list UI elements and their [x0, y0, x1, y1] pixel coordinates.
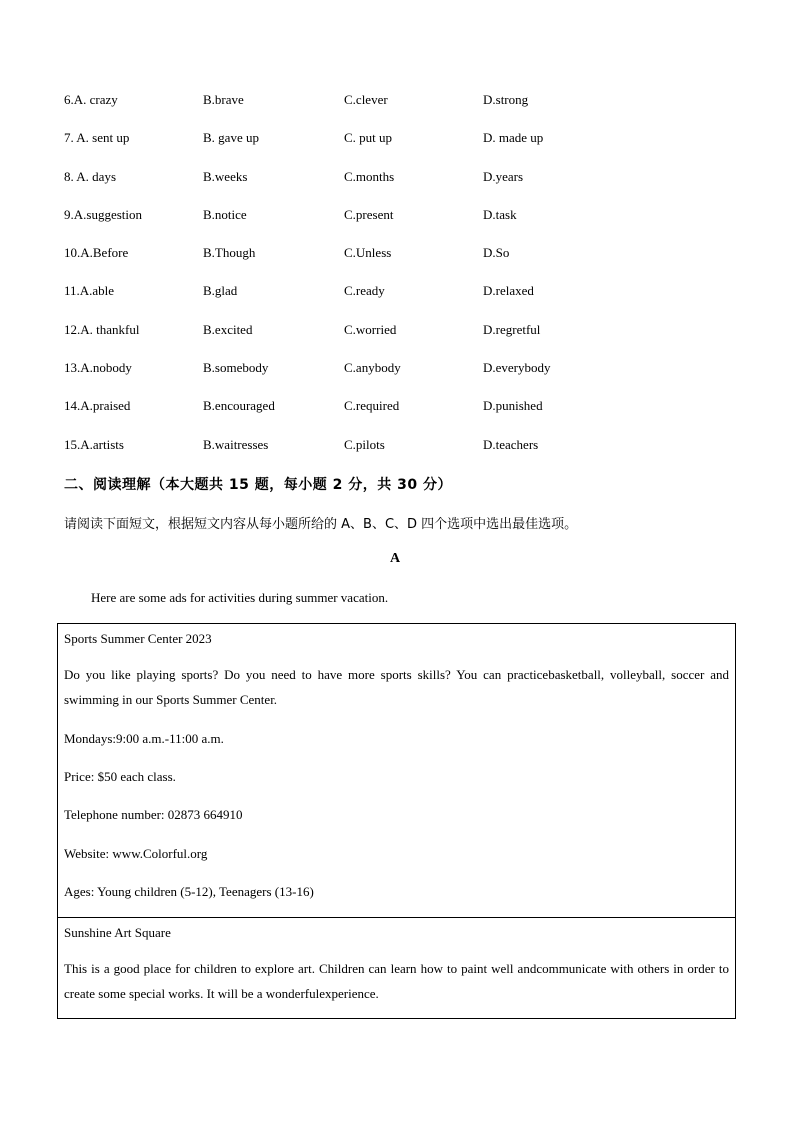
question-row: [64, 245, 744, 283]
ad-description: Do you like playing sports? Do you need to have more sports skills? You can practicebasketball, volleyball, soccer and swimming in our Sports Summer Center.: [64, 667, 729, 707]
option-c: C.pilots: [344, 436, 385, 452]
question-row: [64, 283, 744, 321]
option-c: C.Unless: [344, 245, 392, 261]
option-d: D.So: [483, 245, 510, 261]
option-c: C.anybody: [344, 360, 401, 376]
option-b: B.Though: [203, 245, 256, 261]
question-row: [64, 92, 744, 130]
option-b: B.somebody: [203, 360, 269, 376]
option-d: D.years: [483, 168, 524, 184]
question-row: [64, 437, 744, 475]
answer-options: [64, 92, 744, 475]
ads-table: [57, 623, 736, 1019]
question-row: [64, 360, 744, 398]
ad-title: Sports Summer Center 2023: [64, 631, 212, 646]
ad-phone: Telephone number: 02873 664910: [64, 807, 243, 822]
ad-website: Website: www.Colorful.org: [64, 846, 208, 861]
ad-description: This is a good place for children to explore art. Children can learn how to paint well andcommunicate with others in order to create some special works. It will be a wonderfulexperience.: [64, 961, 729, 1001]
option-a: 13.A.nobody: [64, 360, 132, 376]
ad-title: Sunshine Art Square: [64, 925, 171, 940]
ad-time: Mondays:9:00 a.m.-11:00 a.m.: [64, 731, 224, 746]
option-a: 14.A.praised: [64, 398, 131, 414]
section-title: 二、阅读理解（本大题共 15 题，每小题 2 分，共 30 分）: [64, 477, 452, 493]
question-row: [64, 130, 744, 168]
option-b: B.glad: [203, 283, 238, 299]
question-row: [64, 207, 744, 245]
option-a: 8. A. days: [64, 168, 116, 184]
option-d: D.regretful: [483, 321, 541, 337]
option-a: 11.A.able: [64, 283, 115, 299]
question-row: [64, 322, 744, 360]
option-d: D.everybody: [483, 360, 551, 376]
option-c: C.present: [344, 206, 394, 222]
option-b: B.encouraged: [203, 398, 275, 414]
ad-price: Price: $50 each class.: [64, 769, 176, 784]
option-c: C.required: [344, 398, 400, 414]
passage-intro: Here are some ads for activities during summer vacation.: [91, 590, 389, 605]
option-b: B.excited: [203, 321, 253, 337]
section-instruction: 请阅读下面短文，根据短文内容从每小题所给的 A、B、C、D 四个选项中选出最佳选项。: [64, 517, 578, 532]
option-a: 12.A. thankful: [64, 321, 140, 337]
option-b: B.brave: [203, 92, 244, 107]
question-row: [64, 398, 744, 436]
option-c: C.clever: [344, 92, 388, 107]
ad-sunshine-art-square: [58, 918, 735, 1019]
option-d: D. made up: [483, 130, 544, 146]
option-a: 7. A. sent up: [64, 130, 130, 146]
option-d: D.punished: [483, 398, 543, 414]
option-b: B. gave up: [203, 130, 259, 146]
option-c: C. put up: [344, 130, 393, 146]
ad-sports-summer-center: [58, 624, 735, 918]
option-b: B.waitresses: [203, 436, 269, 452]
option-c: C.ready: [344, 283, 385, 299]
option-d: D.teachers: [483, 436, 539, 452]
option-d: D.task: [483, 206, 517, 222]
option-b: B.weeks: [203, 168, 248, 184]
option-d: D.relaxed: [483, 283, 534, 299]
option-a: 9.A.suggestion: [64, 206, 142, 222]
option-a: 6.A. crazy: [64, 92, 118, 107]
option-d: D.strong: [483, 92, 529, 107]
option-c: C.worried: [344, 321, 397, 337]
option-a: 10.A.Before: [64, 245, 129, 261]
option-a: 15.A.artists: [64, 436, 124, 452]
option-c: C.months: [344, 168, 395, 184]
passage-letter: A: [390, 551, 401, 566]
option-b: B.notice: [203, 206, 247, 222]
ad-ages: Ages: Young children (5-12), Teenagers (13-16): [64, 884, 314, 899]
question-row: [64, 169, 744, 207]
